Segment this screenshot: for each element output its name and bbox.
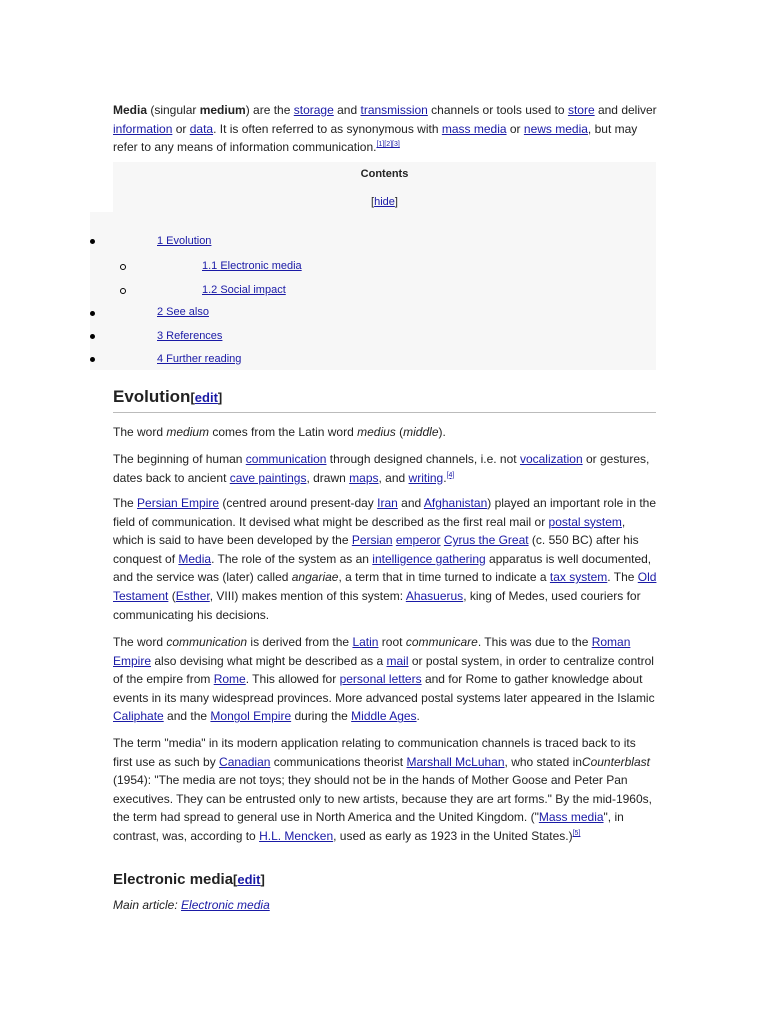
link-caliphate[interactable]: Caliphate [113, 709, 164, 724]
link-mongol-empire[interactable]: Mongol Empire [210, 709, 292, 724]
text: and for Rome to gather knowledge about events in its many widespread provinces. More advanced postal systems later appeared in the Islamic [113, 672, 655, 705]
link-postal-system[interactable]: postal system [548, 514, 622, 529]
link-roman-empire[interactable]: Roman Empire [113, 635, 631, 668]
italic-text: communication [166, 635, 248, 649]
link-emperor[interactable]: emperor [395, 533, 441, 548]
heading-electronic-media [113, 869, 265, 891]
link-latin[interactable]: Latin [352, 635, 379, 649]
bullet-icon [90, 357, 95, 362]
link-esther[interactable]: Esther [175, 588, 210, 603]
paragraph-beginning [113, 450, 658, 487]
edit-link[interactable]: edit [194, 390, 218, 405]
toc-hide [113, 196, 656, 208]
text: through designed channels, i.e. not [326, 452, 520, 466]
link-mass-media[interactable]: mass media [441, 121, 507, 136]
text: (1954): "The media are not toys; they should not be in the hands of Mother Goose and Peter Pan executives. They can be entrusted only to new artists, because they are art forms." By the mid-1960s, the term had spread to general use in North America and the United Kingdom. (" [113, 773, 652, 825]
text: or [172, 121, 190, 136]
edit-section [233, 872, 265, 887]
text: , a term that in time turned to indicate a [338, 570, 550, 585]
link-iran[interactable]: Iran [377, 496, 398, 510]
circle-bullet-icon [120, 264, 126, 270]
italic-text: Counterblast [581, 754, 650, 769]
text: apparatus is well documented, and the service was (later) called [113, 551, 652, 585]
text: The term "media" in its modern application relating to communication channels is traced back to its first use as such by [113, 736, 636, 769]
text: , which is said to have been developed by the [113, 514, 626, 548]
link-data[interactable]: data [189, 121, 214, 136]
italic-text: communicare [405, 635, 478, 649]
intro-paragraph [113, 101, 658, 157]
text: and [397, 496, 424, 510]
text: (c. 550 BC) after his conquest of [113, 533, 639, 566]
heading-text: Electronic media [113, 871, 234, 888]
text: channels or tools used to [427, 103, 568, 117]
link-electronic-media-article[interactable]: Electronic media [181, 898, 270, 912]
link-old-testament[interactable]: Old Testament [113, 570, 657, 603]
text: The word [113, 425, 167, 439]
link-canadian[interactable]: Canadian [219, 754, 271, 769]
toc-hide-link[interactable]: hide [374, 196, 395, 208]
link-rome[interactable]: Rome [213, 672, 246, 687]
text: comes from the Latin word [209, 425, 358, 439]
citation-link[interactable]: [1][2][3] [376, 141, 400, 149]
italic-text: middle [403, 425, 439, 439]
text: ( [168, 588, 176, 603]
link-marshall-mcluhan[interactable]: Marshall McLuhan [406, 754, 505, 769]
bullet-icon [90, 311, 95, 316]
text: . The role of the system as an [211, 551, 373, 566]
link-hl-mencken[interactable]: H.L. Mencken [259, 828, 334, 843]
toc-item-evolution[interactable]: 1 Evolution [157, 235, 212, 247]
citation-link[interactable]: [5] [572, 829, 581, 837]
text: or postal system, in order to centralize control of the empire from [113, 653, 654, 687]
link-mail[interactable]: mail [386, 653, 409, 668]
text: , king of Medes, used couriers for communicating his decisions. [113, 588, 641, 622]
link-writing[interactable]: writing [408, 470, 444, 485]
toc-item-electronic-media[interactable]: 1.1 Electronic media [202, 260, 302, 272]
link-transmission[interactable]: transmission [360, 103, 428, 117]
text: communications theorist [270, 754, 407, 769]
text: The word [113, 635, 167, 649]
bracket: ] [217, 390, 223, 405]
italic-text: medius [357, 425, 396, 439]
bracket: ] [260, 872, 265, 887]
bracket: [ [371, 196, 375, 208]
bracket: [ [190, 390, 195, 405]
bracket: [ [233, 872, 238, 887]
link-communication[interactable]: communication [245, 452, 327, 466]
text: ", in contrast, was, according to [113, 810, 624, 843]
link-cave-paintings[interactable]: cave paintings [229, 470, 307, 485]
bullet-icon [90, 334, 95, 339]
link-maps[interactable]: maps [349, 470, 379, 485]
toc-title: Contents [360, 168, 409, 180]
link-news-media[interactable]: news media [523, 121, 588, 136]
link-middle-ages[interactable]: Middle Ages [351, 709, 417, 724]
italic-text: angariae [291, 570, 339, 585]
text: also devising what might be described as a [151, 653, 387, 668]
link-media[interactable]: Media [178, 551, 212, 566]
paragraph-medium-origin [113, 423, 658, 442]
text: . This was due to the [477, 635, 592, 649]
edit-section [190, 390, 222, 405]
link-afghanistan[interactable]: Afghanistan [423, 496, 488, 510]
text: (centred around present-day [219, 496, 378, 510]
link-cyrus-the-great[interactable]: Cyrus the Great [443, 533, 529, 548]
toc-item-see-also[interactable]: 2 See also [157, 306, 209, 318]
text: . [443, 470, 447, 485]
circle-bullet-icon [120, 288, 126, 294]
term-bold: Media [113, 103, 148, 117]
heading-text: Evolution [113, 387, 191, 406]
text: or gestures, dates back to ancient [113, 452, 650, 485]
term-bold: medium [199, 103, 246, 117]
text: , who stated in [504, 754, 582, 769]
bracket: ] [394, 196, 398, 208]
text: and deliver [594, 103, 657, 117]
link-storage[interactable]: storage [293, 103, 334, 117]
main-article-note [113, 896, 658, 915]
heading-evolution [113, 386, 656, 413]
link-persian[interactable]: Persian [351, 533, 393, 548]
paragraph-term-media [113, 734, 658, 846]
text: ( [395, 425, 404, 439]
link-vocalization[interactable]: vocalization [519, 452, 583, 466]
text: . This allowed for [245, 672, 340, 687]
link-intelligence-gathering[interactable]: intelligence gathering [372, 551, 486, 566]
text: . The [607, 570, 638, 585]
bullet-icon [90, 239, 95, 244]
text: root [378, 635, 406, 649]
text: Main article: [113, 898, 182, 912]
link-mass-media-2[interactable]: Mass media [538, 810, 604, 825]
text: , drawn [306, 470, 350, 485]
text: . [416, 709, 420, 724]
text: (singular [147, 103, 200, 117]
italic-text: medium [166, 425, 210, 439]
toc-item-references[interactable]: 3 References [157, 330, 223, 342]
link-personal-letters[interactable]: personal letters [339, 672, 422, 687]
text: ). [438, 425, 446, 439]
text: , and [378, 470, 409, 485]
text: The beginning of human [113, 452, 246, 466]
link-information[interactable]: information [113, 121, 173, 136]
text: during the [291, 709, 352, 724]
text: , VIII) makes mention of this system: [209, 588, 406, 603]
text: and the [163, 709, 211, 724]
text: The [113, 496, 138, 510]
toc-item-social-impact[interactable]: 1.2 Social impact [202, 284, 286, 296]
text: ) are the [245, 103, 294, 117]
text: is derived from the [247, 635, 353, 649]
toc-item-further-reading[interactable]: 4 Further reading [157, 353, 242, 365]
text: , used as early as 1923 in the United States.) [333, 828, 573, 843]
paragraph-communication-origin [113, 633, 658, 726]
text: . It is often referred to as synonymous with [213, 121, 442, 136]
link-tax-system[interactable]: tax system [549, 570, 608, 585]
link-persian-empire[interactable]: Persian Empire [137, 496, 220, 510]
text: ) played an important role in the field of communication. It devised what might be described as the first real mail or [113, 496, 657, 529]
citation-link[interactable]: [4] [446, 471, 455, 479]
link-store[interactable]: store [567, 103, 595, 117]
paragraph-persian-empire [113, 494, 658, 624]
text: , but may refer to any means of information communication. [113, 121, 638, 155]
edit-link[interactable]: edit [237, 872, 261, 887]
link-ahasuerus[interactable]: Ahasuerus [405, 588, 464, 603]
text: and [333, 103, 361, 117]
text: or [506, 121, 524, 136]
